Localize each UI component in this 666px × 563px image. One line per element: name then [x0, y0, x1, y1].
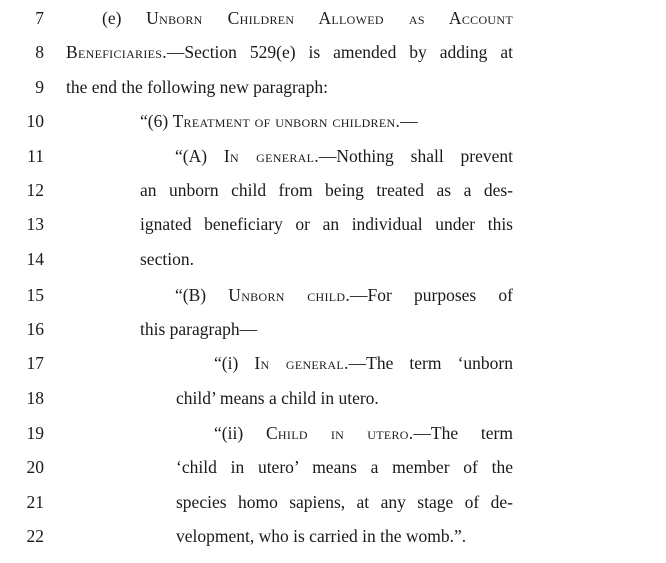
heading-text: Unborn child.: [228, 285, 351, 305]
line-number: 15: [26, 285, 44, 305]
body-text: —Nothing shall prevent: [318, 146, 513, 166]
text-line: [0, 388, 666, 422]
body-text: ‘child in utero’ means a member of the: [176, 457, 513, 477]
body-text: “(i): [214, 353, 255, 373]
text-line: [0, 457, 666, 491]
line-text: [176, 388, 379, 408]
line-text: [140, 214, 513, 234]
line-number: 16: [26, 319, 44, 339]
line-number: 11: [27, 146, 44, 166]
line-number: 20: [26, 457, 44, 477]
body-text: —Section 529(e) is amended by adding at: [166, 42, 513, 62]
body-text: “(A): [175, 146, 224, 166]
line-text: [176, 492, 513, 512]
heading-text: Beneficiaries.: [66, 42, 167, 62]
line-text: [66, 77, 328, 97]
body-text: velopment, who is carried in the womb.”.: [176, 526, 467, 546]
line-number: 10: [26, 111, 44, 131]
line-text: [140, 180, 513, 200]
heading-text: In general.: [254, 353, 349, 373]
text-line: [0, 526, 666, 560]
line-number: 8: [35, 42, 44, 62]
line-number: 22: [26, 526, 44, 546]
body-text: “(6): [140, 111, 173, 131]
line-text: [175, 285, 513, 305]
line-number: 18: [26, 388, 44, 408]
heading-text: In general.: [223, 146, 319, 166]
line-number: 13: [26, 214, 44, 234]
text-line: [0, 285, 666, 319]
body-text: —The term: [413, 423, 513, 443]
text-line: [0, 492, 666, 526]
line-number: 9: [35, 77, 44, 97]
line-text: [102, 8, 513, 28]
line-number: 12: [26, 180, 44, 200]
line-number: 17: [26, 353, 44, 373]
line-number: 7: [35, 8, 44, 28]
line-text: [140, 111, 418, 131]
line-text: [140, 249, 194, 269]
line-text: [214, 423, 513, 443]
line-text: [176, 457, 513, 477]
text-line: [0, 42, 666, 76]
body-text: (e): [102, 8, 147, 28]
body-text: species homo sapiens, at any stage of de-: [176, 492, 513, 512]
text-line: [0, 8, 666, 42]
text-line: [0, 111, 666, 145]
line-text: [176, 526, 466, 546]
heading-text: Child in utero.: [265, 423, 414, 443]
body-text: —For purposes of: [350, 285, 513, 305]
line-number: 21: [26, 492, 44, 512]
line-text: [66, 42, 513, 62]
heading-text: Unborn Children Allowed as Account: [146, 8, 513, 28]
body-text: child’ means a child in utero.: [176, 388, 379, 408]
text-line: [0, 180, 666, 214]
body-text: the end the following new paragraph:: [66, 77, 328, 97]
heading-text: Treatment of unborn children.: [172, 111, 401, 131]
body-text: —: [400, 111, 418, 131]
text-line: [0, 353, 666, 387]
text-line: [0, 319, 666, 353]
body-text: “(B): [175, 285, 229, 305]
line-text: [140, 319, 257, 339]
body-text: an unborn child from being treated as a des-: [140, 180, 513, 200]
body-text: —The term ‘unborn: [348, 353, 513, 373]
text-line: [0, 77, 666, 111]
text-line: [0, 423, 666, 457]
line-number: 14: [26, 249, 44, 269]
text-line: [0, 214, 666, 248]
line-number: 19: [26, 423, 44, 443]
text-line: [0, 249, 666, 283]
line-text: [175, 146, 513, 166]
body-text: ignated beneficiary or an individual under this: [140, 214, 513, 234]
line-text: [214, 353, 513, 373]
body-text: “(ii): [214, 423, 266, 443]
text-line: [0, 146, 666, 180]
body-text: section.: [140, 249, 194, 269]
body-text: this paragraph—: [140, 319, 258, 339]
